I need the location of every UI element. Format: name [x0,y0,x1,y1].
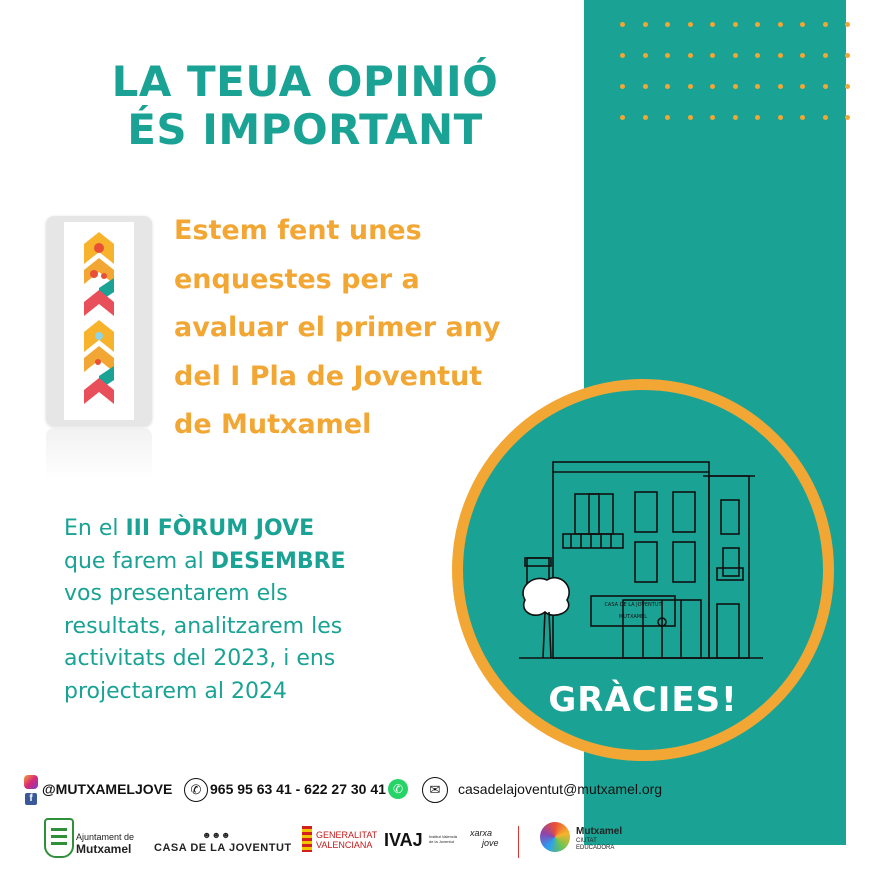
decorative-dot [665,22,670,27]
decorative-dot [778,115,783,120]
whatsapp-icon[interactable]: ✆ [388,779,408,799]
phone-reflection [46,428,152,480]
ciutat-logo-line-1: Mutxamel [576,826,623,837]
sponsor-logos [0,818,880,868]
decorative-dot [755,84,760,89]
decorative-dot [823,84,828,89]
decorative-dot [710,53,715,58]
decorative-dot [845,22,850,27]
chevron-icons [64,222,134,420]
decorative-dot [845,53,850,58]
decorative-dot [733,53,738,58]
thanks-text: GRÀCIES! [548,680,738,720]
decorative-dot-grid [620,22,870,122]
decorative-dot [643,115,648,120]
contact-bar [0,775,880,805]
decorative-dot [733,22,738,27]
decorative-dot [823,115,828,120]
sign-text-1: CASA DE LA JOVENTUT [604,602,662,608]
decorative-dot [643,84,648,89]
page-title [60,58,550,154]
ivaj-logo: IVAJ [384,830,423,850]
mail-icon: ✉ [422,777,448,803]
ivaj-subtitle: Institut Valencià de la Joventut [429,834,457,844]
decorative-dot [778,84,783,89]
decorative-dot [643,22,648,27]
decorative-dot [800,84,805,89]
instagram-icon[interactable] [24,775,38,789]
decorative-dot [710,115,715,120]
casa-faces-icon: ☻☻☻ [202,830,231,840]
decorative-dot [620,115,625,120]
decorative-dot [665,53,670,58]
sign-text-2: MUTXAMEL [618,614,648,620]
logo-divider [518,826,519,858]
decorative-dot [845,84,850,89]
decorative-dot [845,115,850,120]
decorative-dot [800,115,805,120]
decorative-dot [665,84,670,89]
title-line-1: LA TEUA OPINIÓ [111,57,499,106]
forum-line-3: vos presentarem els [64,581,288,606]
forum-line-2-text: que farem al [64,548,211,574]
xarxa-logo-line-1: xarxa [470,828,493,838]
forum-message [64,513,464,708]
generalitat-logo-line-1: GENERALITAT [316,830,378,840]
ajuntament-logo-line-1: Ajuntament de [76,832,135,842]
survey-line-5: de Mutxamel [174,409,372,440]
casa-logo: CASA DE LA JOVENTUT [154,842,292,854]
facebook-icon[interactable]: f [25,793,37,805]
decorative-dot [778,22,783,27]
phone-illustration [46,216,152,426]
phone-screen [64,222,134,420]
forum-name: III FÒRUM JOVE [125,516,315,541]
decorative-dot [688,115,693,120]
decorative-dot [665,115,670,120]
thanks-circle [452,379,834,761]
decorative-dot [800,53,805,58]
ciutat-logo-line-2: CIUTAT [576,838,597,844]
ciutat-educadora-icon [540,822,570,852]
survey-line-4: del I Pla de Joventut [174,360,483,392]
ajuntament-logo-line-2: Mutxamel [76,842,132,856]
forum-line-1-text: En el [64,516,126,541]
forum-line-6: projectarem al 2024 [64,678,287,704]
ajuntament-shield-icon [44,818,74,858]
decorative-dot [778,53,783,58]
decorative-dot [688,22,693,27]
decorative-dot [620,84,625,89]
decorative-dot [710,22,715,27]
decorative-dot [710,84,715,89]
generalitat-logo-line-2: VALENCIANA [316,840,373,850]
ciutat-logo-line-3: EDUCADORA [576,845,615,851]
decorative-dot [733,115,738,120]
decorative-dot [823,22,828,27]
decorative-dot [688,53,693,58]
decorative-dot [643,53,648,58]
decorative-dot [755,22,760,27]
decorative-dot [620,22,625,27]
email-address[interactable]: casadelajoventut@mutxamel.org [458,781,663,797]
title-line-2: ÉS IMPORTANT [127,105,483,154]
decorative-dot [823,53,828,58]
decorative-dot [620,53,625,58]
forum-month: DESEMBRE [210,548,346,574]
forum-line-4: resultats, analitzarem les [64,613,343,639]
decorative-dot [755,115,760,120]
decorative-dot [733,84,738,89]
decorative-dot [755,53,760,58]
xarxa-logo-line-2: jove [482,838,499,848]
phone-numbers[interactable]: 965 95 63 41 - 622 27 30 41 [210,781,386,797]
decorative-dot [800,22,805,27]
decorative-dot [688,84,693,89]
survey-line-2: enquestes per a [174,263,420,295]
social-handle[interactable]: @MUTXAMELJOVE [42,781,173,797]
survey-line-3: avaluar el primer any [174,312,501,343]
generalitat-flag-icon [302,826,312,852]
forum-line-5: activitats del 2023, i ens [64,646,336,671]
phone-icon: ✆ [184,778,208,802]
survey-line-1: Estem fent unes [174,215,422,246]
